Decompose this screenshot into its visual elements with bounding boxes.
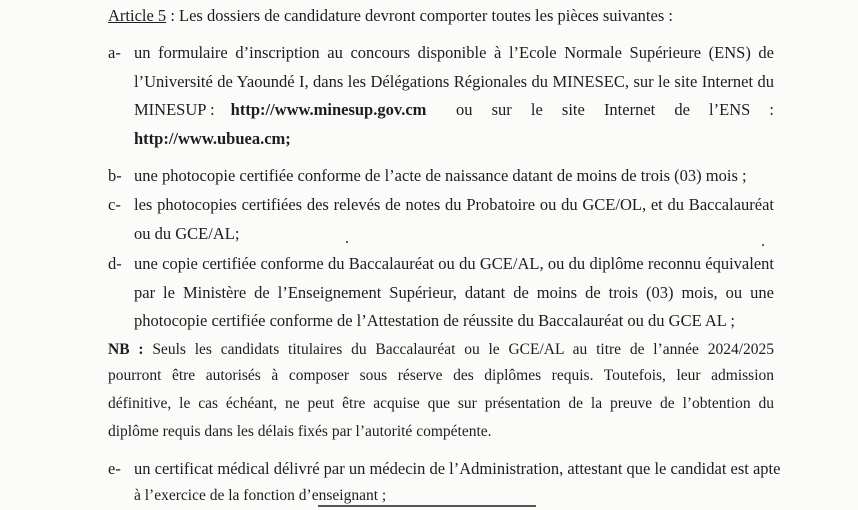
item-a-marker: a- <box>108 43 121 62</box>
item-b-marker: b- <box>108 166 122 185</box>
ubuea-url[interactable]: http://www.ubuea.cm; <box>134 129 291 148</box>
article-label: Article 5 <box>108 6 167 25</box>
item-e-marker: e- <box>108 459 121 478</box>
nb-line1-text: Seuls les candidats titulaires du Baccalauréat ou le GCE/AL au titre de l’année 2024/2025 <box>152 341 775 358</box>
item-a-line3 <box>134 100 774 120</box>
item-c-line2: ou du GCE/AL; <box>134 224 240 243</box>
item-a-line3-post: ou sur le site Internet de l’ENS : <box>456 100 774 119</box>
item-c-line1: les photocopies certifiées des relevés de notes du Probatoire ou du GCE/OL, et du Baccalauréat <box>134 195 774 214</box>
bottom-rule <box>318 505 536 507</box>
scan-speck <box>346 241 348 243</box>
item-e-line2: à l’exercice de la fonction d’enseignant ; <box>134 487 387 504</box>
item-a-line2: l’Université de Yaoundé I, dans les Délégations Régionales du MINESEC, sur le site Internet du <box>134 72 774 91</box>
item-a-line1: un formulaire d’inscription au concours disponible à l’Ecole Normale Supérieure (ENS) de <box>134 43 774 62</box>
nb-line4: diplôme requis dans les délais fixés par l’autorité compétente. <box>108 423 492 440</box>
minesup-url[interactable]: http://www.minesup.gov.cm <box>230 100 427 119</box>
item-d-line3: photocopie certifiée conforme de l’Attestation de réussite du Baccalauréat ou du GCE AL ; <box>134 311 735 330</box>
scan-speck <box>762 244 764 246</box>
article-heading <box>108 6 673 26</box>
item-e-line1: un certificat médical délivré par un médecin de l’Administration, attestant que le candidat est apte <box>134 459 781 478</box>
nb-line2: pourront être autorisés à composer sous réserve des diplômes requis. Toutefois, leur admission <box>108 367 774 384</box>
item-c-marker: c- <box>108 195 121 214</box>
item-a-line3-pre: MINESUP : <box>134 100 215 119</box>
item-b-line1: une photocopie certifiée conforme de l’acte de naissance datant de moins de trois (03) mois ; <box>134 166 747 185</box>
item-d-line2: par le Ministère de l’Enseignement Supérieur, datant de moins de trois (03) mois, ou une <box>134 283 774 302</box>
article-intro: : Les dossiers de candidature devront comporter toutes les pièces suivantes : <box>166 6 673 25</box>
item-d-line1: une copie certifiée conforme du Baccalauréat ou du GCE/AL, ou du diplôme reconnu équivalent <box>134 254 774 273</box>
nb-label: NB : <box>108 341 144 358</box>
item-d-marker: d- <box>108 254 122 273</box>
nb-line3: définitive, le cas échéant, ne peut être acquise que sur présentation de la preuve de l’obtention du <box>108 395 774 412</box>
nb-line1 <box>108 340 774 360</box>
